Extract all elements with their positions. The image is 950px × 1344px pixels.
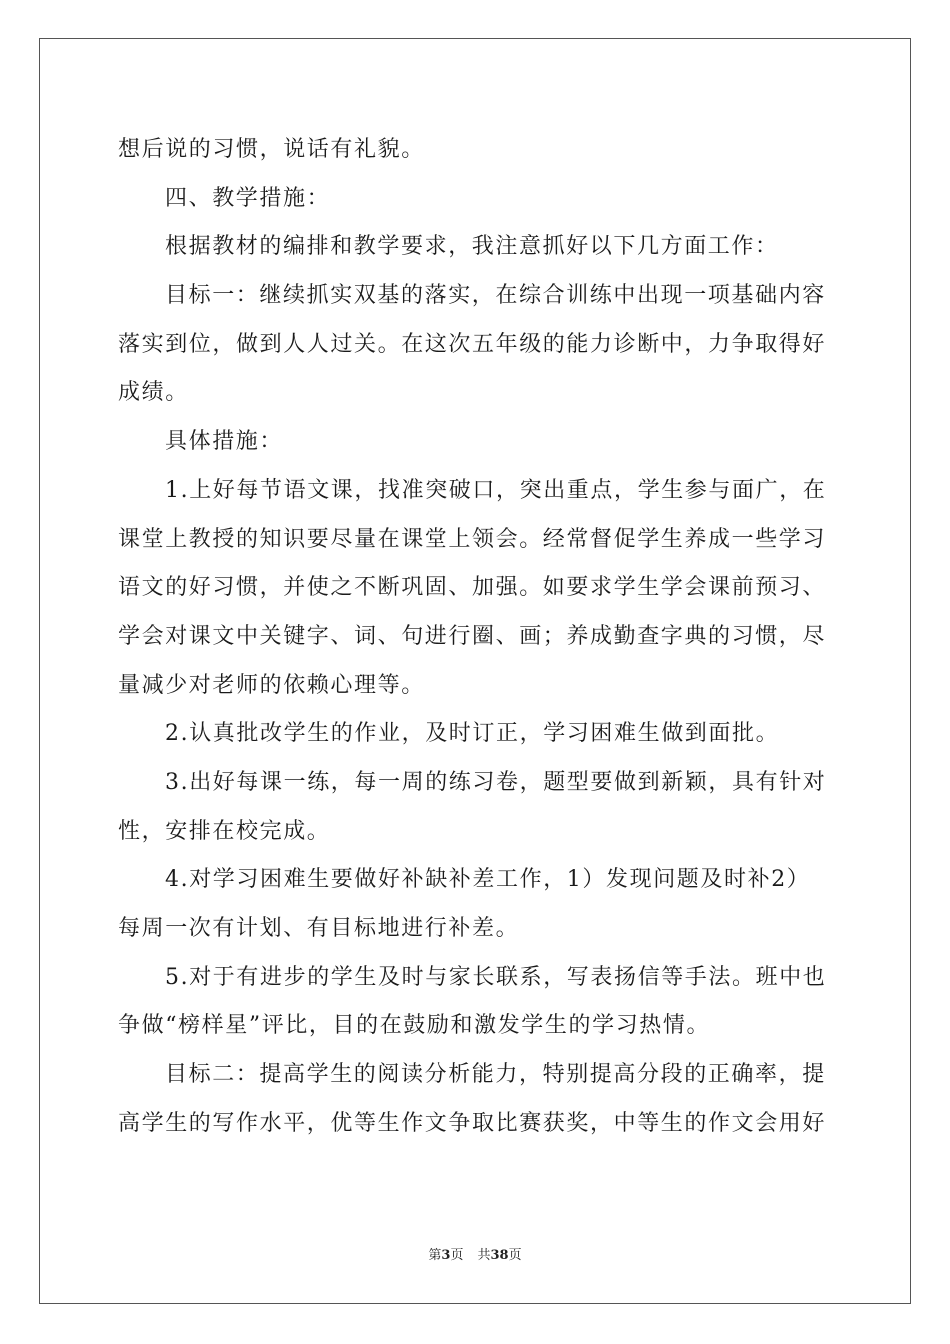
text-line: 根据教材的编排和教学要求，我注意抓好以下几方面工作： [165,234,779,260]
footer-total-suffix: 页 [508,1248,522,1263]
text-line: 争做“榜样星”评比，目的在鼓励和激发学生的学习热情。 [118,1013,711,1039]
footer-total-pages: 38 [490,1248,509,1263]
text-line: 具体措施： [165,429,284,455]
text-line: 四、教学措施： [165,185,331,211]
text-line: 每周一次有计划、有目标地进行补差。 [118,916,520,941]
page-footer [0,1244,950,1263]
text-line: 落实到位，做到人人过关。在这次五年级的能力诊断中，力争取得好 [118,331,827,357]
text-line: 4.对学习困难生要做好补缺补差工作，1）发现问题及时补2） [165,867,811,893]
footer-total-prefix: 共 [477,1248,491,1263]
text-line: 2.认真批改学生的作业，及时订正，学习困难生做到面批。 [165,721,780,747]
text-line: 想后说的习惯，说话有礼貌。 [118,137,425,162]
text-line: 3.出好每课一练，每一周的练习卷，题型要做到新颖，具有针对 [165,769,827,795]
text-line: 目标二：提高学生的阅读分析能力，特别提高分段的正确率，提 [165,1062,826,1088]
text-line: 5.对于有进步的学生及时与家长联系，写表扬信等手法。班中也 [165,964,827,990]
document-body [118,126,834,1148]
footer-prefix: 第 [428,1248,442,1263]
text-line: 成绩。 [118,380,189,406]
text-line: 学会对课文中关键字、词、句进行圈、画；养成勤查字典的习惯，尽 [118,623,827,649]
footer-page-number: 3 [441,1248,451,1263]
text-line: 目标一：继续抓实双基的落实，在综合训练中出现一项基础内容 [165,283,826,309]
text-line: 语文的好习惯，并使之不断巩固、加强。如要求学生学会课前预习、 [118,575,827,601]
footer-page-suffix: 页 [450,1248,464,1263]
text-line: 量减少对老师的依赖心理等。 [118,672,425,698]
text-line: 课堂上教授的知识要尽量在课堂上领会。经常督促学生养成一些学习 [118,526,827,552]
text-line: 1.上好每节语文课，找准突破口，突出重点，学生参与面广，在 [165,477,827,503]
text-line: 高学生的写作水平，优等生作文争取比赛获奖，中等生的作文会用好 [118,1110,827,1136]
text-line: 性，安排在校完成。 [118,818,331,844]
